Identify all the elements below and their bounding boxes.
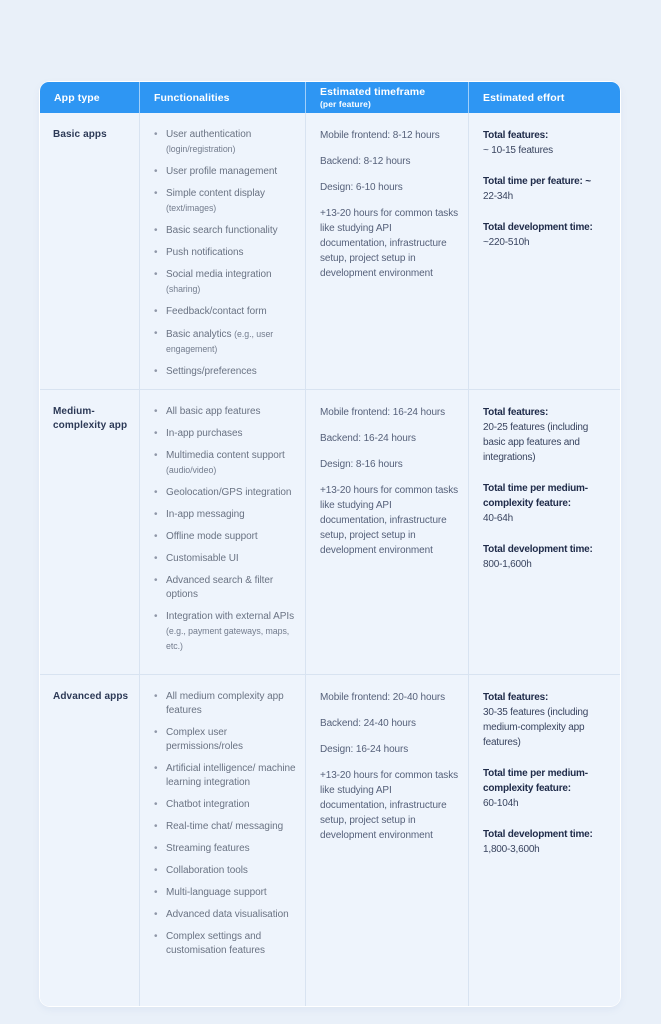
functionality-main: Simple content display bbox=[166, 188, 265, 199]
functionality-main: Social media integration bbox=[166, 269, 272, 280]
effort-cell bbox=[468, 675, 620, 1006]
functionality-text bbox=[166, 305, 267, 319]
effort-value: 1,800-3,600h bbox=[483, 844, 540, 855]
app-type-cell bbox=[40, 675, 139, 1006]
effort-group bbox=[483, 690, 612, 750]
functionality-text bbox=[166, 574, 297, 602]
bullet-icon: • bbox=[154, 727, 158, 738]
timeframe-text: Backend: 24-40 hours bbox=[320, 718, 416, 729]
functionality-text bbox=[166, 165, 277, 179]
effort-group bbox=[483, 128, 612, 158]
effort-value: ~220-510h bbox=[483, 237, 530, 248]
effort-group bbox=[483, 405, 612, 465]
functionality-main: Streaming features bbox=[166, 843, 250, 854]
bullet-icon: • bbox=[154, 691, 158, 702]
bullet-icon: • bbox=[154, 188, 158, 199]
functionality-main: Settings/preferences bbox=[166, 366, 257, 377]
bullet-icon: • bbox=[154, 865, 158, 876]
functionality-main: Offline mode support bbox=[166, 531, 258, 542]
bullet-icon: • bbox=[154, 406, 158, 417]
column-header-app-type bbox=[40, 82, 139, 113]
bullet-icon: • bbox=[154, 269, 158, 280]
functionality-text bbox=[166, 449, 297, 478]
functionality-main: Basic analytics bbox=[166, 329, 232, 340]
functionality-item bbox=[154, 574, 297, 602]
functionality-main: Customisable UI bbox=[166, 553, 239, 564]
functionality-item bbox=[154, 930, 297, 958]
functionality-item bbox=[154, 224, 297, 238]
timeframe-text: Design: 8-16 hours bbox=[320, 459, 403, 470]
functionality-item bbox=[154, 405, 297, 419]
bullet-icon: • bbox=[154, 821, 158, 832]
functionality-note: (audio/video) bbox=[166, 465, 217, 475]
timeframe-cell bbox=[305, 390, 468, 674]
functionality-item bbox=[154, 268, 297, 297]
effort-value: ~ 10-15 features bbox=[483, 145, 553, 156]
bullet-icon: • bbox=[154, 611, 158, 622]
effort-label: Total development time: bbox=[483, 544, 593, 555]
functionality-main: All basic app features bbox=[166, 406, 261, 417]
functionality-item bbox=[154, 530, 297, 544]
effort-cell bbox=[468, 113, 620, 389]
functionality-item bbox=[154, 798, 297, 812]
functionality-item bbox=[154, 864, 297, 878]
bullet-icon: • bbox=[154, 931, 158, 942]
functionality-text bbox=[166, 886, 267, 900]
app-type-label: Basic apps bbox=[53, 129, 107, 140]
bullet-icon: • bbox=[154, 553, 158, 564]
effort-value: 40-64h bbox=[483, 513, 513, 524]
bullet-icon: • bbox=[154, 843, 158, 854]
functionality-item bbox=[154, 449, 297, 478]
functionality-note: (login/registration) bbox=[166, 144, 236, 154]
functionality-item bbox=[154, 327, 297, 357]
column-header-functionalities bbox=[139, 82, 305, 113]
bullet-icon: • bbox=[154, 129, 158, 140]
bullet-icon: • bbox=[154, 887, 158, 898]
bullet-icon: • bbox=[154, 531, 158, 542]
bullet-icon: • bbox=[154, 328, 158, 339]
functionality-note: (e.g., payment gateways, maps, etc.) bbox=[166, 626, 290, 651]
effort-label: Total time per medium-complexity feature: bbox=[483, 483, 588, 509]
bullet-icon: • bbox=[154, 487, 158, 498]
effort-value: 20-25 features (including basic app features and integrations) bbox=[483, 422, 589, 463]
functionality-main: Push notifications bbox=[166, 247, 244, 258]
functionality-main: Artificial intelligence/ machine learning integration bbox=[166, 763, 296, 788]
timeframe-text: +13-20 hours for common tasks like studying API documentation, infrastructure setup, project setup in development environment bbox=[320, 485, 458, 556]
effort-group bbox=[483, 827, 612, 857]
functionality-note: (e.g., user engagement) bbox=[166, 329, 274, 354]
bullet-icon: • bbox=[154, 509, 158, 520]
functionality-text bbox=[166, 486, 291, 500]
table-header-row bbox=[40, 82, 620, 113]
app-cost-comparison-table bbox=[40, 82, 620, 1006]
functionality-text bbox=[166, 327, 297, 357]
functionality-text bbox=[166, 224, 278, 238]
functionality-item bbox=[154, 305, 297, 319]
functionality-main: Multi-language support bbox=[166, 887, 267, 898]
functionality-item bbox=[154, 842, 297, 856]
table-row bbox=[40, 389, 620, 674]
functionality-text bbox=[166, 610, 297, 654]
functionality-text bbox=[166, 128, 297, 157]
functionality-note: (text/images) bbox=[166, 203, 217, 213]
bullet-icon: • bbox=[154, 366, 158, 377]
effort-label: Total time per medium-complexity feature: bbox=[483, 768, 588, 794]
effort-group bbox=[483, 220, 612, 250]
functionality-text bbox=[166, 726, 297, 754]
functionality-main: Complex settings and customisation features bbox=[166, 931, 265, 956]
bullet-icon: • bbox=[154, 428, 158, 439]
functionality-item bbox=[154, 427, 297, 441]
functionality-item bbox=[154, 690, 297, 718]
column-header-label: Estimated effort bbox=[483, 91, 565, 104]
functionality-main: User authentication bbox=[166, 129, 252, 140]
effort-label: Total development time: bbox=[483, 829, 593, 840]
functionality-text bbox=[166, 908, 289, 922]
bullet-icon: • bbox=[154, 306, 158, 317]
functionality-item bbox=[154, 486, 297, 500]
bullet-icon: • bbox=[154, 799, 158, 810]
functionality-main: Advanced search & filter options bbox=[166, 575, 274, 600]
functionality-item bbox=[154, 820, 297, 834]
effort-label: Total time per feature: ~ bbox=[483, 176, 591, 187]
column-header-label: Estimated timeframe bbox=[320, 86, 426, 98]
bullet-icon: • bbox=[154, 225, 158, 236]
app-type-label: Medium-complexity app bbox=[53, 406, 128, 431]
functionality-text bbox=[166, 427, 242, 441]
app-type-cell bbox=[40, 113, 139, 389]
bullet-icon: • bbox=[154, 247, 158, 258]
functionality-main: Feedback/contact form bbox=[166, 306, 267, 317]
column-header-estimated-effort bbox=[468, 82, 620, 113]
functionality-item bbox=[154, 128, 297, 157]
bullet-icon: • bbox=[154, 575, 158, 586]
app-type-label: Advanced apps bbox=[53, 691, 129, 702]
functionality-item bbox=[154, 610, 297, 654]
functionality-main: Integration with external APIs bbox=[166, 611, 295, 622]
functionality-main: Collaboration tools bbox=[166, 865, 248, 876]
functionality-main: Basic search functionality bbox=[166, 225, 278, 236]
functionality-text bbox=[166, 820, 283, 834]
functionality-main: In-app purchases bbox=[166, 428, 243, 439]
functionality-text bbox=[166, 405, 261, 419]
functionality-text bbox=[166, 798, 250, 812]
functionality-item bbox=[154, 886, 297, 900]
timeframe-text: Mobile frontend: 8-12 hours bbox=[320, 130, 440, 141]
functionalities-cell bbox=[139, 675, 305, 1006]
functionality-text bbox=[166, 530, 258, 544]
functionality-item bbox=[154, 187, 297, 216]
effort-label: Total development time: bbox=[483, 222, 593, 233]
timeframe-text: Design: 16-24 hours bbox=[320, 744, 409, 755]
functionality-text bbox=[166, 762, 297, 790]
functionality-item bbox=[154, 165, 297, 179]
column-header-label: App type bbox=[54, 91, 100, 104]
functionality-main: Multimedia content support bbox=[166, 450, 285, 461]
functionality-note: (sharing) bbox=[166, 284, 201, 294]
column-header-estimated-timeframe bbox=[305, 82, 468, 113]
functionality-text bbox=[166, 864, 248, 878]
effort-cell bbox=[468, 390, 620, 674]
table-row bbox=[40, 113, 620, 389]
timeframe-text: Mobile frontend: 16-24 hours bbox=[320, 407, 446, 418]
functionality-text bbox=[166, 246, 243, 260]
functionality-text bbox=[166, 187, 297, 216]
functionalities-cell bbox=[139, 113, 305, 389]
functionality-text bbox=[166, 842, 250, 856]
functionality-text bbox=[166, 365, 257, 379]
functionality-item bbox=[154, 365, 297, 379]
functionality-text bbox=[166, 268, 297, 297]
timeframe-text: Design: 6-10 hours bbox=[320, 182, 403, 193]
timeframe-cell bbox=[305, 675, 468, 1006]
functionality-main: All medium complexity app features bbox=[166, 691, 284, 716]
functionality-item bbox=[154, 508, 297, 522]
app-type-cell bbox=[40, 390, 139, 674]
bullet-icon: • bbox=[154, 450, 158, 461]
functionality-text bbox=[166, 690, 297, 718]
functionality-main: Complex user permissions/roles bbox=[166, 727, 243, 752]
bullet-icon: • bbox=[154, 763, 158, 774]
effort-value: 22-34h bbox=[483, 191, 513, 202]
effort-label: Total features: bbox=[483, 130, 549, 141]
functionality-main: User profile management bbox=[166, 166, 278, 177]
effort-label: Total features: bbox=[483, 692, 549, 703]
functionalities-cell bbox=[139, 390, 305, 674]
effort-group bbox=[483, 542, 612, 572]
effort-group bbox=[483, 481, 612, 526]
effort-group bbox=[483, 766, 612, 811]
timeframe-text: Backend: 8-12 hours bbox=[320, 156, 411, 167]
functionality-item bbox=[154, 726, 297, 754]
column-header-sublabel: (per feature) bbox=[320, 99, 371, 109]
timeframe-text: Backend: 16-24 hours bbox=[320, 433, 416, 444]
effort-group bbox=[483, 174, 612, 204]
bullet-icon: • bbox=[154, 909, 158, 920]
effort-value: 30-35 features (including medium-complexity app features) bbox=[483, 707, 589, 748]
timeframe-text: +13-20 hours for common tasks like studying API documentation, infrastructure setup, project setup in development environment bbox=[320, 770, 458, 841]
table-body bbox=[40, 113, 620, 1006]
effort-label: Total features: bbox=[483, 407, 549, 418]
functionality-item bbox=[154, 246, 297, 260]
functionality-main: Chatbot integration bbox=[166, 799, 250, 810]
bullet-icon: • bbox=[154, 166, 158, 177]
effort-value: 60-104h bbox=[483, 798, 519, 809]
functionality-item bbox=[154, 552, 297, 566]
functionality-text bbox=[166, 552, 239, 566]
timeframe-text: +13-20 hours for common tasks like studying API documentation, infrastructure setup, project setup in development environment bbox=[320, 208, 458, 279]
functionality-text bbox=[166, 508, 245, 522]
functionality-item bbox=[154, 908, 297, 922]
timeframe-text: Mobile frontend: 20-40 hours bbox=[320, 692, 446, 703]
effort-value: 800-1,600h bbox=[483, 559, 532, 570]
functionality-main: In-app messaging bbox=[166, 509, 245, 520]
functionality-item bbox=[154, 762, 297, 790]
functionality-main: Advanced data visualisation bbox=[166, 909, 289, 920]
functionality-main: Real-time chat/ messaging bbox=[166, 821, 284, 832]
table-row bbox=[40, 674, 620, 1006]
column-header-label: Functionalities bbox=[154, 91, 230, 104]
functionality-text bbox=[166, 930, 297, 958]
timeframe-cell bbox=[305, 113, 468, 389]
functionality-main: Geolocation/GPS integration bbox=[166, 487, 292, 498]
